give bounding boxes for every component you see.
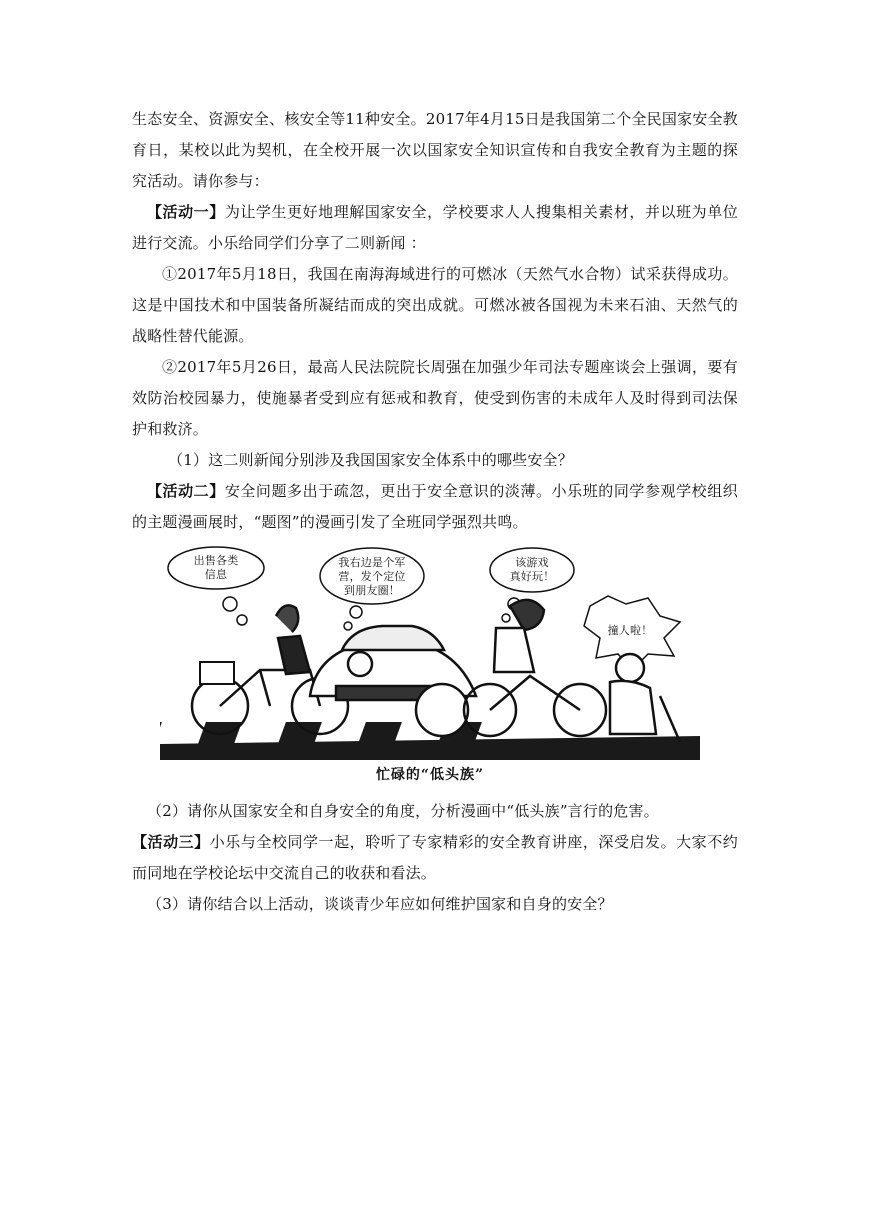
question-3: （3）请你结合以上活动，谈谈青少年应如何维护国家和自身的安全？ xyxy=(147,895,613,913)
document-body xyxy=(132,104,738,920)
car xyxy=(310,626,476,736)
paragraph-news-1: ①2017年5月18日，我国在南海海域进行的可燃冰（天然气水合物）试采获得成功。这是中国技术和中国装备所凝结而成的突出成就。可燃冰被各国视为未来石油、天然气的战略性替代能源。 xyxy=(132,265,738,345)
bubble-text-game: 该游戏 真好玩！ xyxy=(509,556,555,583)
activity-3-text: 小乐与全校同学一起，聆听了专家精彩的安全教育讲座，深受启发。大家不约而同地在学校论坛中交流自己的收获和看法。 xyxy=(132,833,738,882)
motorbike-man xyxy=(464,600,606,736)
paragraph-intro: 生态安全、资源安全、核安全等11种安全。2017年4月15日是我国第二个全民国家安全教育日，某校以此为契机，在全校开展一次以国家安全知识宣传和自我安全教育为主题的探究活动。请你参与： xyxy=(132,110,738,190)
paragraph-activity-2 xyxy=(132,476,738,538)
activity-3-label: 【活动三】 xyxy=(132,833,210,851)
activity-1-label: 【活动一】 xyxy=(147,203,225,221)
paragraph-news-2: ②2017年5月26日，最高人民法院院长周强在加强少年司法专题座谈会上强调，要有效防治校园暴力，使施暴者受到应有惩戒和教育，使受到伤害的未成年人及时得到司法保护和救济。 xyxy=(132,358,738,438)
question-2: （2）请你从国家安全和自身安全的角度，分析漫画中“低头族”言行的危害。 xyxy=(147,802,659,820)
cartoon-caption: 忙碌的“低头族” xyxy=(375,767,485,783)
bubble-text-crash: 撞人啦！ xyxy=(607,624,653,637)
bubble-text-location: 我右边是个军 营，发个定位 到朋友圈！ xyxy=(338,556,406,597)
activity-1-text: 为让学生更好地理解国家安全，学校要求人人搜集相关素材，并以班为单位进行交流。小乐给同学们分享了二则新闻 ： xyxy=(132,203,738,252)
activity-2-text: 安全问题多出于疏忽，更出于安全意识的淡薄。小乐班的同学参观学校组织的主题漫画展时，“题图”的漫画引发了全班同学强烈共鸣。 xyxy=(132,482,738,531)
question-1: （1）这二则新闻分别涉及我国国家安全体系中的哪些安全？ xyxy=(168,451,573,469)
bubble-text-sell-info: 出售各类 信息 xyxy=(193,554,239,581)
activity-2-label: 【活动二】 xyxy=(147,482,225,500)
paragraph-activity-1 xyxy=(132,197,738,259)
old-pedestrian xyxy=(610,654,680,742)
cartoon-figure xyxy=(160,546,700,796)
paragraph-activity-3 xyxy=(132,827,738,889)
